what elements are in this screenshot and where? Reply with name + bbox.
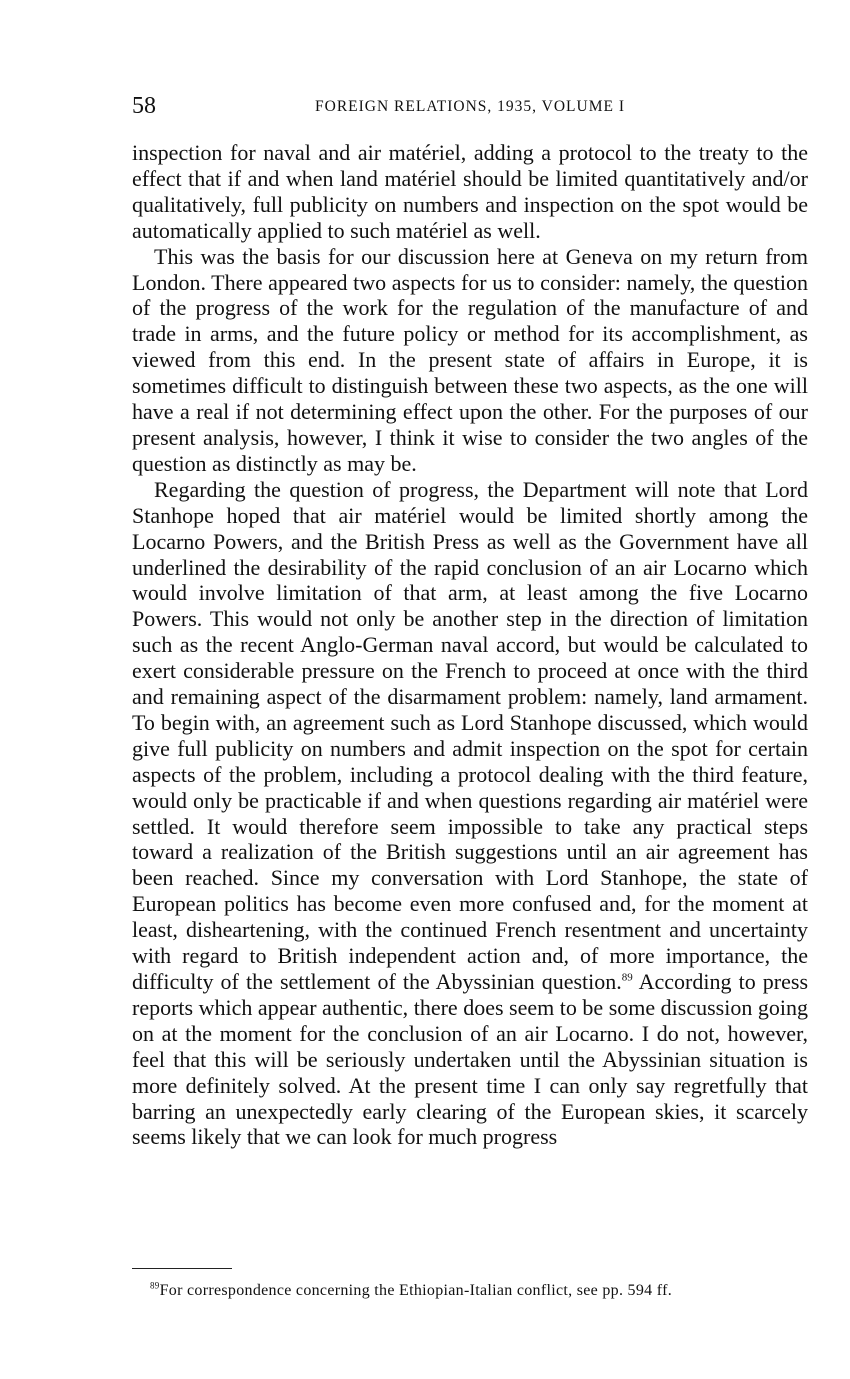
footnote-text: For correspondence concerning the Ethiopian-Italian conflict, see pp. 594 ff. — [159, 1282, 673, 1299]
document-body — [132, 140, 808, 1150]
page-number: 58 — [132, 93, 156, 119]
page-header — [132, 92, 808, 122]
running-title: FOREIGN RELATIONS, 1935, VOLUME I — [315, 98, 625, 115]
footnote — [132, 1280, 808, 1302]
paragraph-continuation: inspection for naval and air matériel, adding a protocol to the treaty to the effect that if and when land matériel should be limited quantitatively and/or qualitatively, full publicity on numbers and inspection on the spot would be automatically applied to such matériel as well. — [132, 140, 808, 243]
paragraph-geneva-discussion: This was the basis for our discussion here at Geneva on my return from London. There appeared two aspects for us to consider: namely, the question of the progress of the work for the regulation of the manufacture of and trade in arms, and the future policy or method for its accomplishment, as viewed from this end. In the present state of affairs in Europe, it is sometimes difficult to distinguish between these two aspects, as the one will have a real if not determining effect upon the other. For the purposes of our present analysis, however, I think it wise to consider the two angles of the question as distinctly as may be. — [132, 243, 808, 476]
paragraph-text-before-note: Regarding the question of progress, the Department will note that Lord Stanhope hoped that air matériel would be limited shortly among the Locarno Powers, and the British Press as well as the Government have all underlined the desirability of the rapid conclusion of an air Locarno which would involve limitation of that arm, at least among the five Locarno Powers. This would not only be another step in the direction of limitation such as the recent Anglo-German naval accord, but would be calculated to exert considerable pressure on the French to proceed at once with the third and remaining aspect of the disarmament problem: namely, land armament. To begin with, an agreement such as Lord Stanhope discussed, which would give full publicity on numbers and admit inspection on the spot for certain aspects of the problem, including a protocol dealing with the third feature, would only be practicable if and when questions regarding air matériel were settled. It would therefore seem impossible to take any practical steps toward a realization of the British suggestions until an air agreement has been reached. Since my conversation with Lord Stanhope, the state of European politics has become even more confused and, for the moment at least, disheartening, with the continued French resentment and uncertainty with regard to British independent action and, of more importance, the difficulty of the settlement of the Abyssinian question. — [132, 476, 808, 994]
footnote-number: 89 — [150, 1280, 160, 1291]
paragraph-text-after-note: According to press reports which appear authentic, there does seem to be some discussion going on at the moment for the conclusion of an air Locarno. I do not, however, feel that this will be seriously undertaken until the Abyssinian situation is more definitely solved. At the present time I can only say regretfully that barring an unexpectedly early clearing of the European skies, it scarcely seems likely that we can look for much progress — [132, 969, 809, 1150]
footnote-reference: 89 — [621, 971, 633, 984]
footnote-divider — [132, 1268, 232, 1269]
paragraph-question-of-progress — [132, 477, 808, 1151]
